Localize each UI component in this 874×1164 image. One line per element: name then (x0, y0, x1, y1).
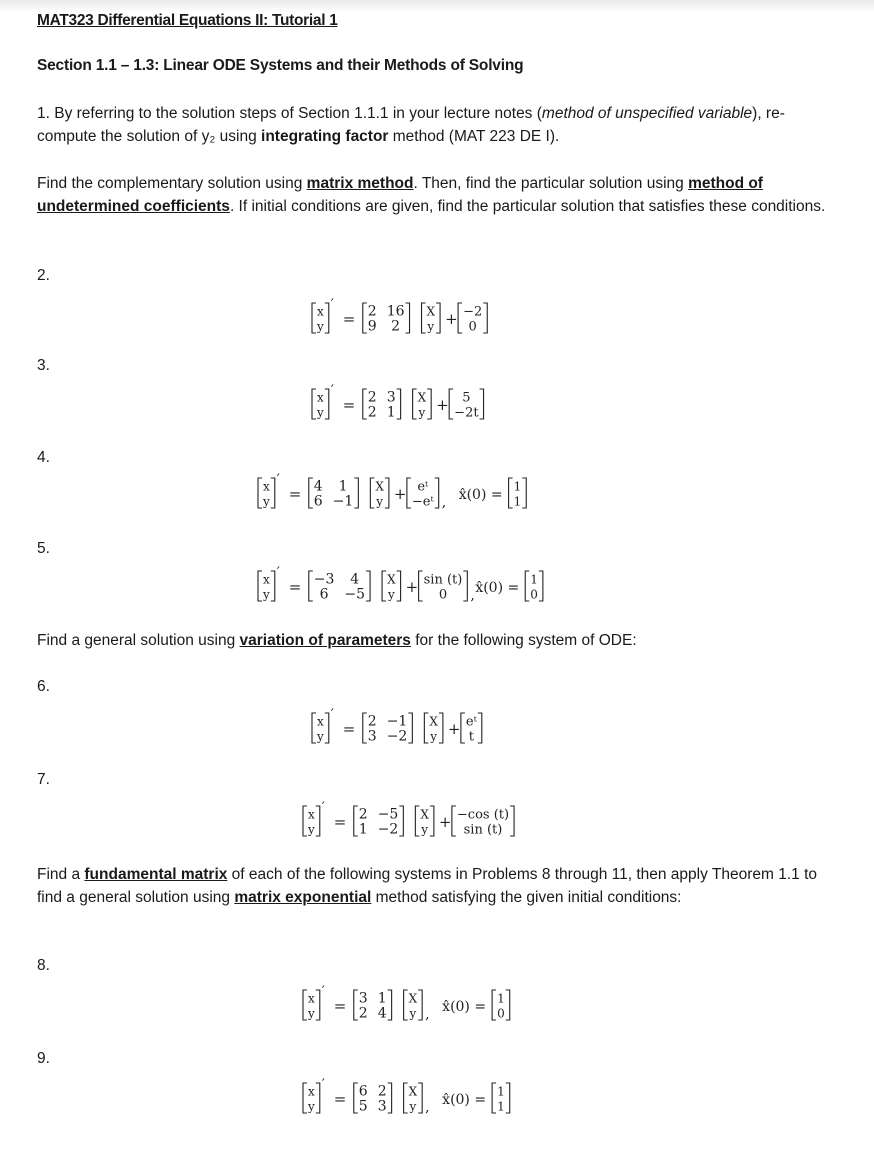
p4-forcing-vector-bottom: −eᵗ (411, 494, 434, 510)
p2-matrix-a22: 2 (391, 318, 401, 335)
intro2-post: for the following system of ODE: (410, 632, 637, 649)
p7-forcing-vector-right-bracket (510, 806, 514, 836)
problem-3-number: 3. (37, 357, 50, 374)
p5-state-vector-right-bracket (397, 571, 401, 601)
p4-matrix-a12: 1 (338, 478, 348, 495)
p4-state-vector-top: X (375, 479, 384, 494)
intro2-pre: Find a general solution using (37, 632, 240, 649)
intro3-mid: of each of the following systems in Problems 8 through 11, then apply Theorem 1.1 to find a general solution using (37, 866, 817, 906)
q1-text-mid: ), re-compute the solution of y₂ using (37, 105, 785, 145)
p9-state-vector-bottom: y (409, 1099, 417, 1114)
p3-lhs-vector-left-bracket (312, 389, 316, 419)
p7-forcing-vector-left-bracket (452, 806, 456, 836)
p5-ic-vector-right-bracket (539, 571, 543, 601)
p3-state-vector-bottom: y (418, 405, 426, 420)
p4-lhs-vector-bottom: y (263, 494, 270, 509)
top-shadow (0, 0, 874, 12)
p5-lhs-vector-top: x (263, 572, 270, 587)
intro3-bold-1: fundamental matrix (84, 866, 228, 883)
p4-ic-vector-left-bracket (509, 478, 513, 508)
p5-state-vector-top: X (387, 572, 396, 587)
p6-matrix-a11: 2 (367, 713, 377, 730)
p4-state-vector-bottom: y (376, 494, 384, 509)
p5-forcing-vector-right-bracket (463, 571, 467, 601)
p5-ic-vector-left-bracket (525, 571, 529, 601)
q1-text-pre: By referring to the solution steps of Section 1.1.1 in your lecture notes ( (54, 105, 542, 122)
problem-8-equation (303, 984, 516, 1030)
question-1-number: 1. (37, 105, 50, 122)
p8-lhs-vector-left-bracket (303, 990, 307, 1020)
p4-plus: + (393, 485, 407, 503)
p4-matrix-a22: −1 (332, 493, 354, 510)
p6-matrix-right-bracket (408, 713, 412, 743)
p7-plus: + (438, 813, 452, 831)
p9-lhs-vector-right-bracket (316, 1083, 320, 1113)
p7-state-vector-right-bracket (430, 806, 434, 836)
p3-state-vector-right-bracket (427, 389, 431, 419)
p2-forcing-vector-right-bracket (483, 303, 487, 333)
p5-plus: + (405, 578, 419, 596)
p7-equals: = (333, 813, 347, 831)
problem-6-number: 6. (37, 678, 50, 695)
p7-lhs-vector-top: x (308, 807, 315, 822)
p9-ic-label: x̂(0) = (442, 1092, 487, 1108)
p2-state-vector-bottom: y (427, 319, 435, 334)
p5-ic-label: x̂(0) = (475, 580, 520, 596)
p9-state-vector-right-bracket (418, 1083, 422, 1113)
p7-matrix-left-bracket (354, 806, 358, 836)
intro1-bold-1: matrix method (306, 175, 414, 192)
p9-lhs-vector-left-bracket (303, 1083, 307, 1113)
p6-state-vector-left-bracket (424, 713, 428, 743)
p5-lhs-vector-right-bracket (271, 571, 275, 601)
intro1-mid: . Then, find the particular solution using (413, 175, 689, 192)
p4-forcing-vector-left-bracket (407, 478, 411, 508)
problem-9-equation (303, 1077, 516, 1123)
p2-plus: + (445, 310, 458, 328)
p5-prime: ′ (276, 565, 280, 581)
intro3-bold-2: matrix exponential (234, 889, 372, 906)
p3-matrix-a11: 2 (367, 389, 377, 406)
p7-state-vector-left-bracket (415, 806, 419, 836)
problem-2-number: 2. (37, 267, 50, 284)
intro2-bold-1: variation of parameters (239, 632, 411, 649)
p9-ic-vector-right-bracket (506, 1083, 510, 1113)
p9-state-vector-left-bracket (404, 1083, 408, 1113)
p8-state-vector-top: X (408, 991, 418, 1006)
p7-forcing-vector-bottom: sin (t) (463, 822, 503, 838)
p5-matrix-right-bracket (366, 571, 370, 601)
page-title: MAT323 Differential Equations II: Tutorial 1 (37, 12, 338, 29)
p6-matrix-a22: −2 (386, 728, 408, 745)
problem-5-number: 5. (37, 540, 50, 557)
p4-ic-vector-right-bracket (522, 478, 526, 508)
p3-matrix-left-bracket (363, 389, 367, 419)
p9-lhs-vector-top: x (308, 1084, 315, 1099)
p9-ic-vector-left-bracket (492, 1083, 496, 1113)
p4-ic-vector-bottom: 1 (513, 494, 522, 509)
p2-state-vector-top: X (426, 304, 436, 319)
p4-lhs-vector-right-bracket (271, 478, 275, 508)
p3-matrix-a12: 3 (386, 389, 396, 406)
problem-7-number: 7. (37, 771, 50, 788)
p9-matrix-a22: 3 (377, 1098, 387, 1115)
p6-state-vector-top: X (429, 714, 438, 729)
problem-7-equation (303, 800, 521, 846)
problem-4-number: 4. (37, 449, 50, 466)
p5-lhs-vector-left-bracket (258, 571, 262, 601)
p2-state-vector-left-bracket (422, 303, 426, 333)
p8-state-vector-right-bracket (418, 990, 422, 1020)
p5-matrix-a12: 4 (350, 571, 360, 588)
p9-matrix-a12: 2 (377, 1083, 387, 1100)
p5-forcing-vector-top: sin (t) (423, 572, 463, 588)
p4-state-vector-left-bracket (370, 478, 374, 508)
problem-9-number: 9. (37, 1050, 50, 1067)
q1-text-bold: integrating factor (261, 128, 389, 145)
p4-lhs-vector-top: x (263, 479, 270, 494)
p3-lhs-vector-top: x (317, 390, 324, 405)
p2-lhs-vector-right-bracket (325, 303, 329, 333)
p2-lhs-vector-bottom: y (317, 319, 324, 334)
p3-equals: = (342, 396, 356, 414)
p5-comma: , (470, 587, 475, 604)
p3-lhs-vector-right-bracket (325, 389, 329, 419)
p3-plus: + (436, 396, 449, 414)
p7-matrix-a11: 2 (358, 806, 368, 823)
p9-matrix-left-bracket (354, 1083, 358, 1113)
q1-text-post: method (MAT 223 DE I). (388, 128, 560, 145)
p4-matrix-left-bracket (309, 478, 313, 508)
problem-2-equation (312, 297, 494, 343)
q1-text-italic: method of unspecified variable (541, 105, 753, 122)
problem-4-equation (258, 472, 533, 518)
p9-lhs-vector-bottom: y (308, 1099, 315, 1114)
p7-state-vector-top: X (420, 807, 429, 822)
question-1 (37, 102, 837, 148)
p8-matrix-left-bracket (354, 990, 358, 1020)
p8-matrix-right-bracket (388, 990, 392, 1020)
p6-matrix-a21: 3 (367, 728, 377, 745)
p6-forcing-vector-top: eᵗ (465, 714, 477, 730)
p8-comma: , (425, 1006, 430, 1023)
p3-state-vector-top: X (417, 390, 427, 405)
p7-lhs-vector-right-bracket (316, 806, 320, 836)
p5-forcing-vector-bottom: 0 (438, 587, 448, 603)
p4-matrix-a21: 6 (313, 493, 323, 510)
intro1-bold-2: method of undetermined coefficients (37, 175, 763, 215)
p5-matrix-a11: −3 (313, 571, 335, 588)
intro1-pre: Find the complementary solution using (37, 175, 307, 192)
p4-ic-label: x̂(0) = (458, 487, 503, 503)
p8-prime: ′ (321, 984, 325, 1000)
p2-state-vector-right-bracket (436, 303, 440, 333)
p2-matrix-a11: 2 (367, 303, 377, 320)
p9-prime: ′ (321, 1077, 325, 1093)
p4-state-vector-right-bracket (385, 478, 389, 508)
p2-equals: = (342, 310, 356, 328)
p4-ic-vector-top: 1 (513, 479, 522, 494)
p6-lhs-vector-left-bracket (312, 713, 316, 743)
p9-state-vector-top: X (408, 1084, 418, 1099)
p6-lhs-vector-bottom: y (317, 729, 324, 744)
p4-matrix-a11: 4 (313, 478, 323, 495)
p6-forcing-vector-right-bracket (478, 713, 482, 743)
p8-matrix-a21: 2 (358, 1005, 368, 1022)
p2-lhs-vector-top: x (317, 304, 324, 319)
intro1-post: . If initial conditions are given, find the particular solution that satisfies these conditions. (229, 198, 826, 215)
p2-matrix-a12: 16 (386, 303, 405, 320)
section-heading: Section 1.1 – 1.3: Linear ODE Systems and their Methods of Solving (37, 57, 524, 74)
p3-prime: ′ (330, 383, 334, 399)
p5-ic-vector-bottom: 0 (530, 587, 538, 602)
p2-matrix-a21: 9 (367, 318, 377, 335)
p5-lhs-vector-bottom: y (263, 587, 270, 602)
p3-lhs-vector-bottom: y (317, 405, 324, 420)
p5-matrix-a21: 6 (319, 586, 329, 603)
p7-lhs-vector-left-bracket (303, 806, 307, 836)
p4-lhs-vector-left-bracket (258, 478, 262, 508)
p8-lhs-vector-top: x (308, 991, 315, 1006)
p2-forcing-vector-bottom: 0 (468, 319, 477, 335)
p8-ic-vector-top: 1 (497, 991, 505, 1006)
problem-3-equation (312, 383, 490, 429)
p2-lhs-vector-left-bracket (312, 303, 316, 333)
p9-comma: , (425, 1099, 430, 1116)
p7-forcing-vector-top: −cos (t) (456, 807, 510, 823)
instructions-variation (37, 629, 837, 652)
problem-5-equation (258, 565, 549, 611)
p6-state-vector-bottom: y (430, 729, 438, 744)
instructions-undetermined (37, 172, 837, 218)
p6-prime: ′ (330, 707, 334, 723)
p6-forcing-vector-bottom: t (468, 729, 474, 745)
p7-matrix-a22: −2 (377, 821, 399, 838)
p4-equals: = (288, 485, 302, 503)
p7-matrix-a12: −5 (377, 806, 399, 823)
p6-lhs-vector-right-bracket (325, 713, 329, 743)
p2-prime: ′ (330, 297, 334, 313)
p8-ic-label: x̂(0) = (442, 999, 487, 1015)
p4-forcing-vector-top: eᵗ (417, 479, 429, 495)
p4-matrix-right-bracket (354, 478, 358, 508)
p3-forcing-vector-bottom: −2t (454, 405, 479, 421)
p5-matrix-left-bracket (309, 571, 313, 601)
p8-matrix-a12: 1 (377, 990, 387, 1007)
problem-6-equation (312, 707, 488, 753)
p7-prime: ′ (321, 800, 325, 816)
p8-matrix-a11: 3 (358, 990, 368, 1007)
p8-state-vector-bottom: y (409, 1006, 417, 1021)
p2-matrix-left-bracket (363, 303, 367, 333)
p3-forcing-vector-top: 5 (462, 390, 471, 406)
p7-matrix-right-bracket (399, 806, 403, 836)
p9-ic-vector-top: 1 (497, 1084, 505, 1099)
p4-forcing-vector-right-bracket (435, 478, 439, 508)
p3-state-vector-left-bracket (413, 389, 417, 419)
p6-lhs-vector-top: x (317, 714, 324, 729)
p6-matrix-left-bracket (363, 713, 367, 743)
p8-lhs-vector-right-bracket (316, 990, 320, 1020)
p4-comma: , (441, 494, 447, 511)
p2-matrix-right-bracket (406, 303, 410, 333)
p3-matrix-a21: 2 (367, 404, 377, 421)
p8-equals: = (333, 997, 347, 1015)
p5-state-vector-bottom: y (387, 587, 395, 602)
intro3-post: method satisfying the given initial conditions: (371, 889, 682, 906)
p6-forcing-vector-left-bracket (461, 713, 465, 743)
p4-prime: ′ (276, 472, 280, 488)
p6-plus: + (447, 720, 461, 738)
p8-matrix-a22: 4 (377, 1005, 387, 1022)
p3-matrix-right-bracket (397, 389, 401, 419)
instructions-exponential (37, 863, 837, 909)
p5-state-vector-left-bracket (382, 571, 386, 601)
p5-equals: = (288, 578, 302, 596)
p3-forcing-vector-right-bracket (480, 389, 484, 419)
p9-matrix-a21: 5 (358, 1098, 368, 1115)
p8-state-vector-left-bracket (404, 990, 408, 1020)
p7-state-vector-bottom: y (421, 822, 429, 837)
p5-forcing-vector-left-bracket (419, 571, 423, 601)
p6-equals: = (342, 720, 356, 738)
p8-ic-vector-left-bracket (492, 990, 496, 1020)
p7-lhs-vector-bottom: y (308, 822, 315, 837)
p7-matrix-a21: 1 (358, 821, 368, 838)
p8-ic-vector-bottom: 0 (497, 1006, 505, 1021)
p6-state-vector-right-bracket (439, 713, 443, 743)
p9-matrix-a11: 6 (358, 1083, 368, 1100)
p8-ic-vector-right-bracket (506, 990, 510, 1020)
p9-equals: = (333, 1090, 347, 1108)
problem-8-number: 8. (37, 957, 50, 974)
p9-matrix-right-bracket (388, 1083, 392, 1113)
intro3-pre: Find a (37, 866, 85, 883)
p5-ic-vector-top: 1 (530, 572, 538, 587)
p9-ic-vector-bottom: 1 (497, 1099, 505, 1114)
p6-matrix-a12: −1 (386, 713, 408, 730)
p2-forcing-vector-top: −2 (463, 304, 483, 320)
p3-matrix-a22: 1 (386, 404, 396, 421)
p5-matrix-a22: −5 (344, 586, 366, 603)
p2-forcing-vector-left-bracket (458, 303, 462, 333)
p3-forcing-vector-left-bracket (449, 389, 453, 419)
p8-lhs-vector-bottom: y (308, 1006, 315, 1021)
